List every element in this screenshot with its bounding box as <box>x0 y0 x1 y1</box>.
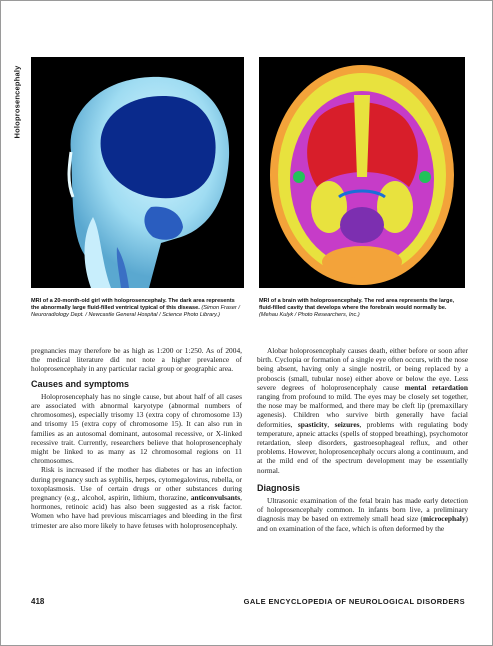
term-link: microcephaly <box>422 514 466 524</box>
section-heading-diagnosis: Diagnosis <box>257 482 301 493</box>
mri-axial-graphic <box>259 57 465 288</box>
term-link: mental retardation <box>404 382 468 392</box>
paragraph <box>257 496 468 533</box>
text-run: Ultrasonic examination of the fetal brain has made early detection of holoprosencephaly common. In infants born live, a preliminary diagnosis may be based on extremely small head size ( <box>257 496 468 524</box>
text-run: , problems with regulating body temperature, apneic attacks (spells of stopped breathing), psychomotor retardation, sleep disorders, gastroesophageal reflux, and other problems. However, holoprosencephaly occurs along a continuum, and at the mild end of the spectrum development may be essentially normal. <box>257 419 468 475</box>
text-run: ) and on examination of the face, which is often deformed by the <box>257 514 468 533</box>
text-run: , <box>327 419 335 429</box>
mri-axial-image <box>259 57 465 288</box>
figure-1-caption <box>31 298 244 320</box>
mri-sagittal-image <box>31 57 244 288</box>
running-head-text: Holoprosencephaly <box>12 65 22 139</box>
figure-1-credit: (Simon Fraser / Neuroradiology Dept. / Newcastle General Hospital / Science Photo Library.) <box>31 305 240 319</box>
paragraph: Holoprosencephaly has no single cause, but about half of all cases are associated with abnormal karyotype (abnormal numbers of chromosomes), especially trisomy 13 (extra copy of chromosome 13) and trisomy 15 (extra copy of chromosome 15). It can also run in families as an autosomal dominant, autosomal recessive, or X-linked recessive trait. Currently, researchers believe that holoprosencephaly might be linked to as many as 12 chromosomal regions on 11 chromosomes. <box>31 391 242 466</box>
left-column <box>31 346 242 530</box>
term-link: spasticity <box>297 419 328 429</box>
term-link: seizures <box>334 419 360 429</box>
text-run: Risk is increased if the mother has diabetes or has an infection during pregnancy such as syphilis, herpes, cytomegalovirus, rubella, or toxoplasmosis. Use of certain drugs or other substances during pregnancy (e.g., alcohol, aspirin, lithium, thorazine, <box>31 465 242 503</box>
right-column <box>257 346 468 533</box>
paragraph <box>31 465 242 529</box>
figure-1-caption-text: MRI of a 20-month-old girl with holoprosencephaly. The dark area represents the abnormally large fluid-filled ventrical typical of this disease. <box>31 298 235 312</box>
page-number: 418 <box>31 597 45 606</box>
text-run: , hormones, retinoic acid) has also been suggested as a risk factor. Women who have had previous miscarriages and bleeding in the first trimester are also more likely to have fetuses with holoprosencephaly. <box>31 493 242 530</box>
section-heading-causes: Causes and symptoms <box>31 378 130 389</box>
paragraph <box>257 346 468 475</box>
running-head <box>3 47 31 157</box>
figure-2-caption-text: MRI of a brain with holoprosencephaly. The red area represents the large, fluid-filled cavity that develops where the forebrain would normally be. <box>259 298 455 312</box>
mri-sagittal-graphic <box>31 57 244 288</box>
book-title: GALE ENCYCLOPEDIA OF NEUROLOGICAL DISORDERS <box>243 597 465 606</box>
text-run: ranging from profound to mild. The eyes may be closely set together, the nose may be malformed, and there may be cleft lip (premaxillary agenesis). Children who survive birth generally have facial deformities, <box>257 392 468 429</box>
term-link: anticonvulsants <box>190 493 241 503</box>
paragraph: pregnancies may therefore be as high as 1:200 or 1:250. As of 2004, the medical literature did not note a higher prevalence of holoprosencephaly in any particular racial group or geographic area. <box>31 346 242 374</box>
text-run: Alobar holoprosencephaly causes death, either before or soon after birth. Cyclopia or formation of a single eye often occurs, with the nose being absent, having only a single nostril, or being replaced by a proboscis (small, tubular nose) either above or below the eye. Less severe degrees of holoprosencephaly cause <box>257 346 468 392</box>
figure-2-credit: (Mehau Kulyk / Photo Researchers, Inc.) <box>259 312 360 319</box>
figure-2-caption <box>259 298 465 320</box>
